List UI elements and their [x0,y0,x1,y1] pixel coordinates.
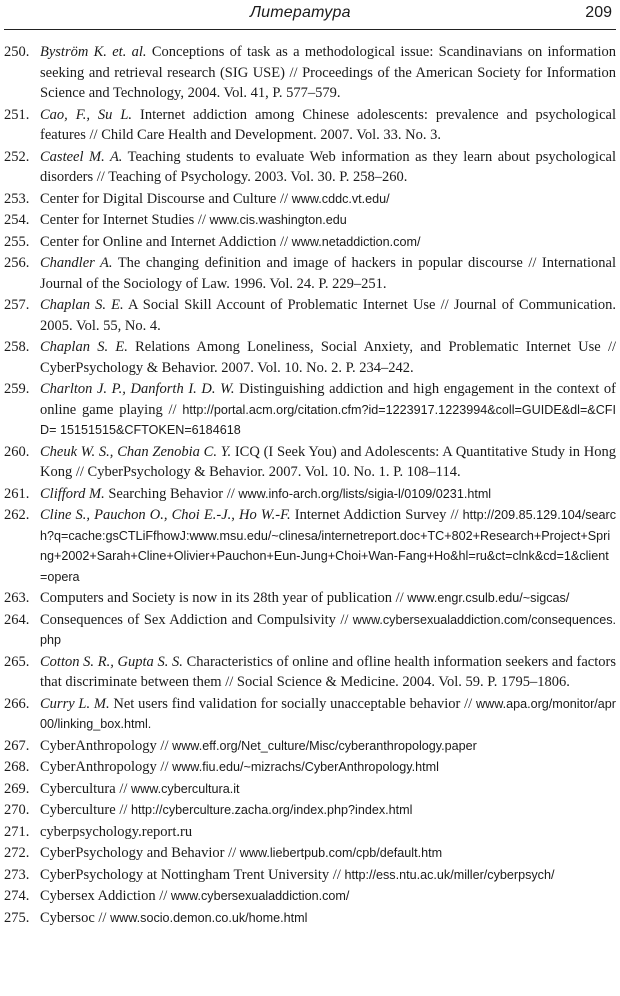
reference-number: 253. [4,190,30,207]
reference-item [0,379,620,441]
reference-number: 267. [4,737,30,754]
reference-item [0,147,620,188]
reference-number: 261. [4,485,30,502]
reference-item [0,822,620,843]
running-title: Литература [250,4,351,21]
reference-text: CyberPsychology at Nottingham Trent University // [40,866,345,883]
reference-authors: Casteel M. A. [40,148,123,165]
reference-text: Relations Among Loneliness, Social Anxiety, and Problematic Internet Use // CyberPsychology & Behavior. 2007. Vol. 10. No. 2. P. 234–242. [40,339,617,376]
reference-item [0,757,620,778]
reference-text: Consequences of Sex Addiction and Compulsivity // [40,611,353,628]
reference-authors: Chaplan S. E. [40,339,128,355]
reference-item [0,610,620,651]
reference-url: www.netaddiction.com/ [291,234,421,249]
reference-item [0,442,620,483]
reference-number: 252. [4,148,30,165]
reference-number: 264. [4,611,30,628]
reference-number: 266. [4,695,30,712]
reference-text: Computers and Society is now in its 28th year of publication // [40,590,408,606]
reference-item [0,736,620,757]
reference-text: CyberAnthropology // [40,737,173,754]
reference-text: Cybercultura // [40,780,132,797]
reference-text: Center for Internet Studies // [40,212,210,228]
reference-item [0,588,620,609]
running-head [0,0,620,28]
reference-text: Center for Digital Discourse and Culture // [40,190,292,207]
reference-number: 272. [4,845,30,861]
reference-item [0,652,620,693]
reference-number: 256. [4,255,30,271]
reference-number: 262. [4,507,30,523]
reference-text: Cybersex Addiction // [40,888,171,904]
reference-text: Internet addiction among Chinese adolescents: prevalence and psychological features // Child Care Health and Development. 2007. Vol. 33. No. 3. [40,106,616,143]
reference-item [0,779,620,800]
reference-text: Distinguishing addiction and high engagement in the context of online game playing // [40,381,617,418]
reference-url: www.cybersexualaddiction.com/ [170,889,350,903]
reference-text: CyberAnthropology // [40,759,173,775]
reference-authors: Byström K. et. al. [40,44,147,60]
reference-item [0,105,620,146]
reference-text: Cyberculture // [40,802,132,818]
reference-number: 275. [4,909,30,926]
reference-text: Center for Online and Internet Addiction // [40,233,292,250]
reference-authors: Chaplan S. E. [40,297,124,313]
reference-number: 265. [4,653,30,670]
reference-url: www.engr.csulb.edu/~sigcas/ [407,591,570,605]
reference-url: www.cis.washington.edu [209,213,347,227]
reference-item [0,253,620,294]
reference-text: A Social Skill Account of Problematic Internet Use // Journal of Communication. 2005. Vol. 55, No. 4. [40,297,616,334]
reference-number: 259. [4,381,30,397]
reference-authors: Cao, F., Su L. [40,106,133,123]
reference-text: The changing definition and image of hackers in popular discourse // International Journal of the Sociology of Law. 1996. Vol. 24. P. 229–251. [40,255,616,292]
reference-url: http://ess.ntu.ac.uk/miller/cyberpsych/ [344,867,555,882]
reference-number: 269. [4,780,30,797]
reference-text: Conceptions of task as a methodological issue: Scandinavians on information seeking and retrieval research (SIG USE) // Proceedings of the American Society for Information Science and Technology, 2004. Vol. 41, P. 577–579. [40,44,616,101]
reference-item [0,908,620,929]
reference-authors: Charlton J. P., Danforth I. D. W. [40,381,235,397]
reference-item [0,295,620,336]
reference-authors: Curry L. M. [40,695,110,712]
reference-text: cyberpsychology.report.ru [40,823,193,840]
reference-url: www.fiu.edu/~mizrachs/CyberAnthropology.html [172,760,439,774]
reference-url: www.eff.org/Net_culture/Misc/cyberanthropology.paper [172,738,477,753]
reference-number: 251. [4,106,30,123]
reference-number: 255. [4,233,30,250]
reference-item [0,505,620,587]
reference-number: 254. [4,212,30,228]
reference-url: www.cybersexualaddiction.com/consequences.php [40,612,616,647]
reference-item [0,484,620,505]
reference-number: 268. [4,759,30,775]
reference-number: 258. [4,339,30,355]
reference-text: ICQ (I Seek You) and Adolescents: A Quantitative Study in Hong Kong // CyberPsychology & Behavior. 2007. Vol. 10. No. 1. P. 108–114. [40,443,617,480]
reference-item [0,800,620,821]
reference-text: Searching Behavior // [104,485,239,502]
reference-item [0,232,620,253]
reference-item [0,843,620,864]
reference-number: 270. [4,802,30,818]
reference-text: Characteristics of online and ofline health information seekers and factors that discriminate between them // Social Science & Medicine. 2004. Vol. 59. P. 1795–1806. [40,653,616,690]
reference-item [0,210,620,231]
reference-number: 250. [4,44,30,60]
reference-url: http://portal.acm.org/citation.cfm?id=1223917.1223994&coll=GUIDE&dl=&CFID= 15151515&CFTOKEN=6184618 [40,402,616,437]
reference-number: 263. [4,590,30,606]
reference-item [0,42,620,104]
reference-url: www.apa.org/monitor/apr00/linking_box.html. [40,696,616,731]
reference-authors: Clifford M. [40,485,105,502]
reference-url: http://cyberculture.zacha.org/index.php?index.html [131,803,413,817]
reference-text: Cybersoc // [40,909,111,926]
reference-number: 271. [4,823,30,840]
reference-number: 257. [4,297,30,313]
reference-item [0,886,620,907]
reference-authors: Cline S., Pauchon O., Choi E.-J., Ho W.-F. [40,507,291,523]
reference-authors: Chandler A. [40,255,113,271]
header-rule [4,29,616,30]
page-number: 209 [585,4,612,21]
reference-item [0,189,620,210]
reference-text: Internet Addiction Survey // [290,507,463,523]
reference-number: 274. [4,888,30,904]
reference-text: Teaching students to evaluate Web information as they learn about psychological disorders // Teaching of Psychology. 2003. Vol. 30. P. 258–260. [40,148,616,185]
reference-url: www.liebertpub.com/cpb/default.htm [239,846,443,860]
reference-url: http://209.85.129.104/search?q=cache:gsCTLiFfhowJ:www.msu.edu/~clinesa/internetreport.doc+TC+802+Research+Project+Spring+2002+Sarah+Cline+Olivier+Pauchon+Eun-Jung+Choi+Wan-Fang+Ho&hl=ru&ct=clnk&cd=1&client=opera [40,508,616,584]
reference-item [0,865,620,886]
reference-item [0,694,620,735]
reference-url: www.info-arch.org/lists/sigia-l/0109/0231.html [238,486,492,501]
reference-authors: Cheuk W. S., Chan Zenobia C. Y. [40,443,232,460]
reference-url: www.socio.demon.co.uk/home.html [110,910,308,925]
reference-item [0,337,620,378]
reference-url: www.cddc.vt.edu/ [291,191,390,206]
reference-authors: Cotton S. R., Gupta S. S. [40,653,183,670]
reference-number: 273. [4,866,30,883]
reference-list [0,42,620,928]
reference-text: Net users find validation for socially unacceptable behavior // [109,695,476,712]
reference-url: www.cybercultura.it [131,781,240,796]
reference-text: CyberPsychology and Behavior // [40,845,240,861]
reference-number: 260. [4,443,30,460]
